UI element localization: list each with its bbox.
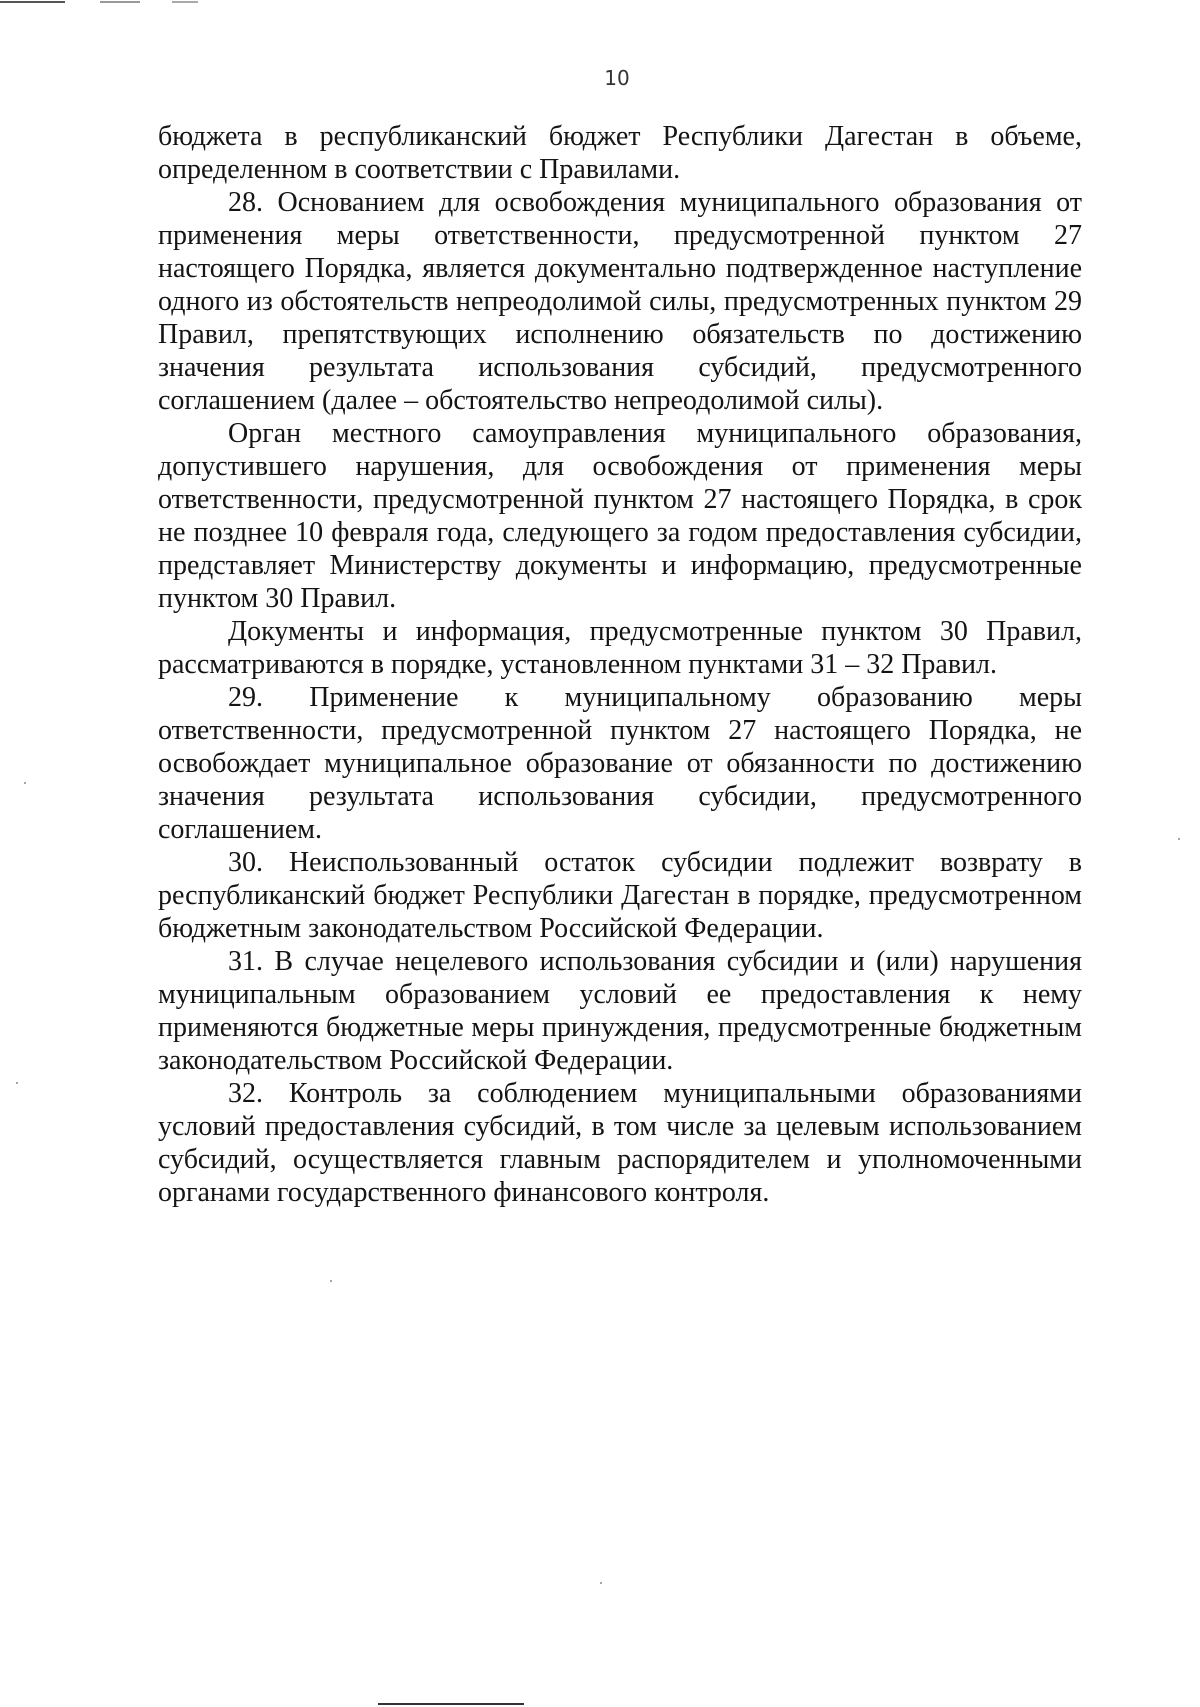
paragraph-clause-32: 32. Контроль за соблюдением муниципальными образованиями условий предоставления субсидий, в том числе за целевым использованием субсидий, осуществляется главным распорядителем и уполномоченными органами государственного финансового контроля. — [158, 1078, 1082, 1208]
scan-speck — [24, 782, 26, 784]
scan-speck — [330, 1280, 332, 1282]
paragraph-clause-28: 28. Основанием для освобождения муниципального образования от применения меры ответственности, предусмотренной пунктом 27 настоящего Порядка, является документально подтвержденное наступление одного из обстоятельств непреодолимой силы, предусмотренных пунктом 29 Правил, препятствующих исполнению обязательств по достижению значения результата использования субсидий, предусмотренного соглашением (далее – обстоятельство непреодолимой силы). — [158, 187, 1082, 416]
paragraph-clause-28-organ: Орган местного самоуправления муниципального образования, допустившего нарушения, для освобождения от применения меры ответственности, предусмотренной пунктом 27 настоящего Порядка, в срок не позднее 10 февраля года, следующего за годом предоставления субсидии, представляет Министерству документы и информацию, предусмотренные пунктом 30 Правил. — [158, 418, 1082, 614]
scan-edge-mark — [100, 1, 140, 3]
scan-edge-mark — [172, 1, 198, 3]
scan-speck — [1178, 838, 1180, 840]
paragraph-continuation: бюджета в республиканский бюджет Республики Дагестан в объеме, определенном в соответствии с Правилами. — [158, 121, 1082, 185]
scan-edge-mark — [378, 1703, 524, 1705]
scan-edge-mark — [0, 1, 65, 3]
paragraph-clause-31: 31. В случае нецелевого использования субсидии и (или) нарушения муниципальным образованием условий ее предоставления к нему применяются бюджетные меры принуждения, предусмотренные бюджетным законодательством Российской Федерации. — [158, 946, 1082, 1076]
document-body — [158, 120, 1082, 1209]
scan-speck — [600, 1582, 602, 1584]
paragraph-clause-30: 30. Неиспользованный остаток субсидии подлежит возврату в республиканский бюджет Республики Дагестан в порядке, предусмотренном бюджетным законодательством Российской Федерации. — [158, 847, 1082, 944]
paragraph-clause-28-documents: Документы и информация, предусмотренные пунктом 30 Правил, рассматриваются в порядке, установленном пунктами 31 – 32 Правил. — [158, 616, 1082, 680]
paragraph-clause-29: 29. Применение к муниципальному образованию меры ответственности, предусмотренной пунктом 27 настоящего Порядка, не освобождает муниципальное образование от обязанности по достижению значения результата использования субсидии, предусмотренного соглашением. — [158, 682, 1082, 845]
scan-speck — [16, 1082, 18, 1084]
page-number: 10 — [604, 66, 630, 90]
